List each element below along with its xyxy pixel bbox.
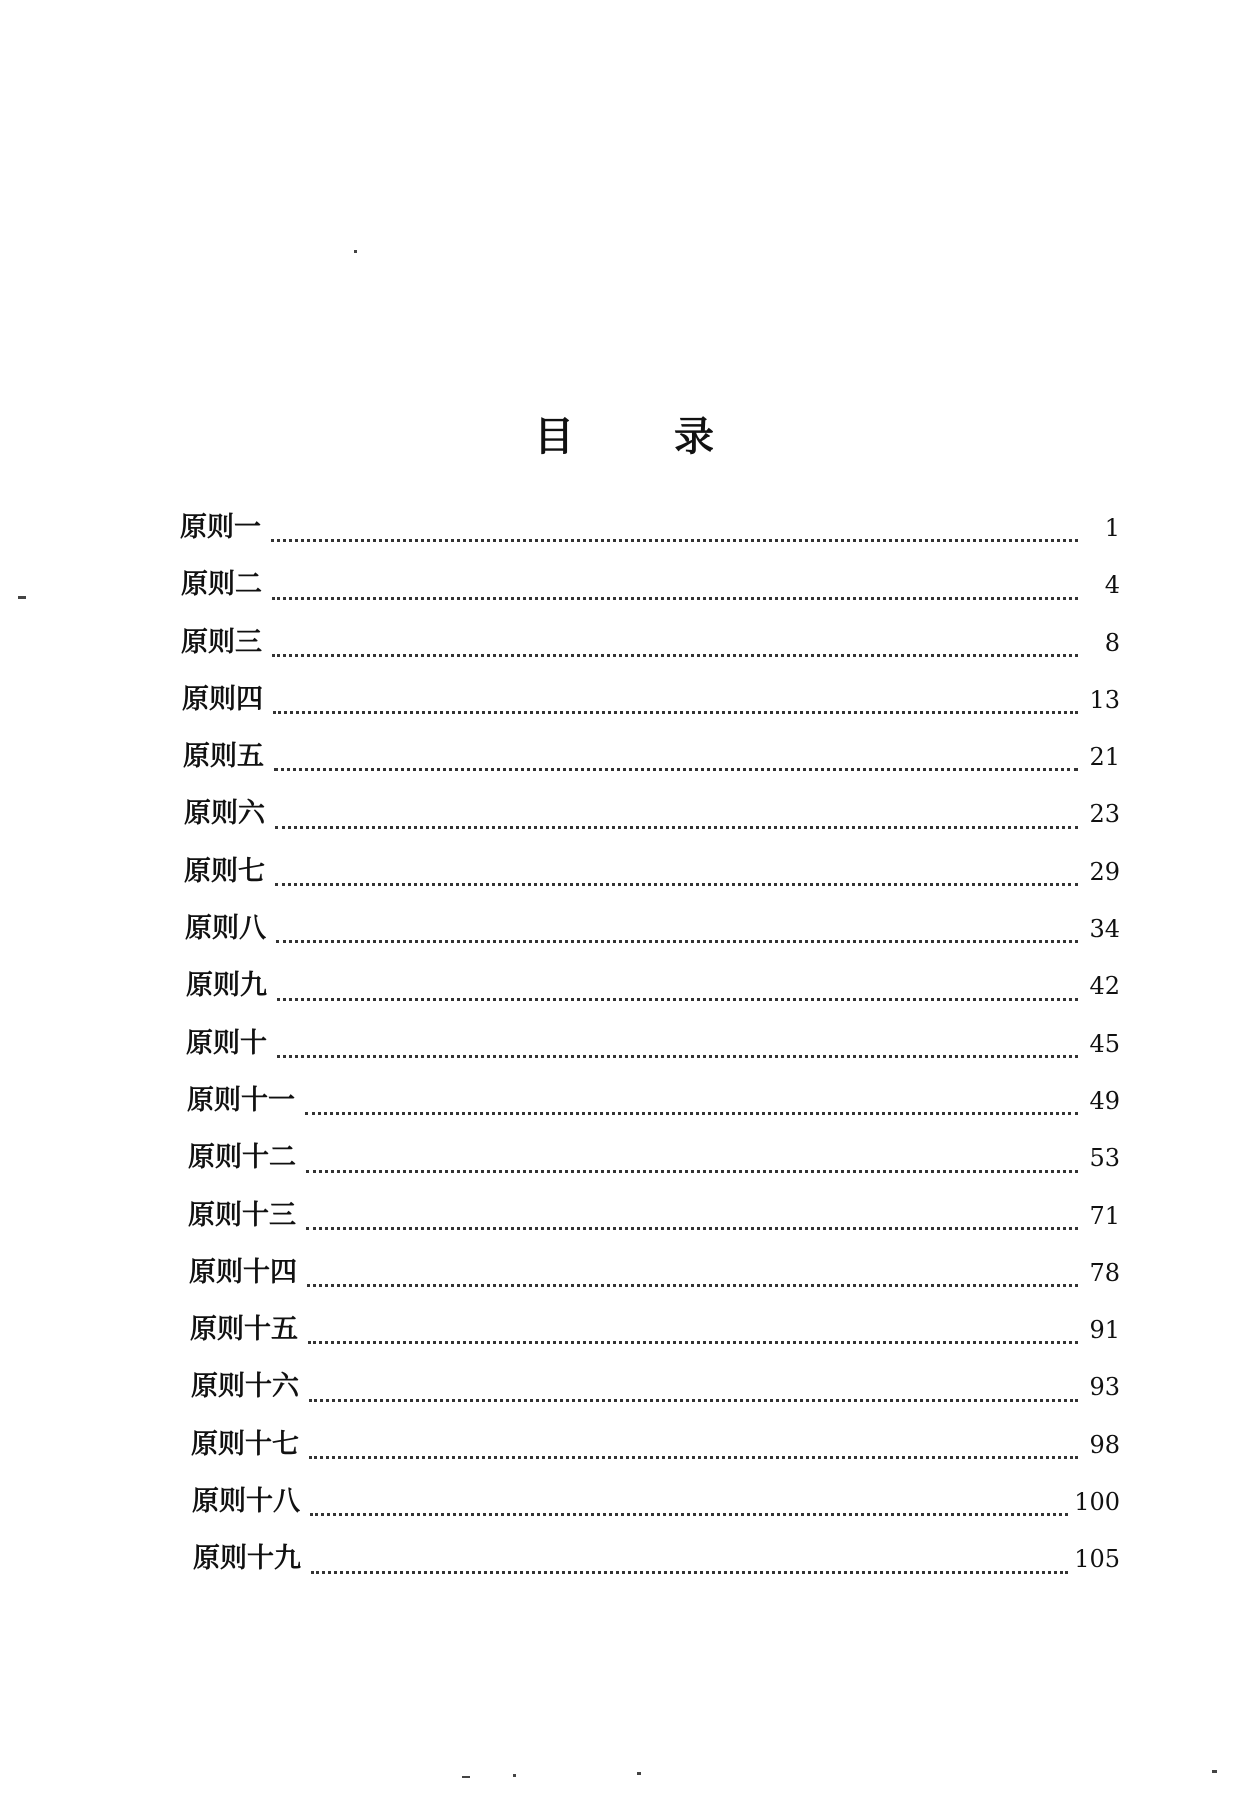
toc-dot-leader: [275, 877, 1078, 886]
toc-entry-page-number: 105: [1074, 1545, 1120, 1574]
toc-dot-leader: [272, 591, 1078, 600]
toc-entry: [180, 963, 1120, 1020]
table-of-contents: [180, 505, 1120, 1594]
toc-entry: [180, 620, 1120, 677]
toc-dot-leader: [309, 1450, 1078, 1459]
toc-entry: [180, 791, 1120, 848]
toc-dot-leader: [277, 992, 1078, 1001]
toc-entry-page-number: 42: [1089, 972, 1120, 1001]
toc-dot-leader: [311, 1565, 1068, 1574]
toc-entry-page-number: 8: [1104, 628, 1120, 657]
toc-entry-page-number: 53: [1089, 1144, 1120, 1173]
toc-entry: [180, 849, 1120, 906]
toc-entry-label: 原则十六: [191, 1371, 299, 1403]
toc-entry-page-number: 13: [1089, 685, 1120, 714]
toc-dot-leader: [273, 705, 1078, 714]
toc-dot-leader: [277, 1049, 1078, 1058]
scan-speck: [1212, 1770, 1217, 1773]
toc-entry-page-number: 98: [1089, 1430, 1120, 1459]
title-char-2: 录: [674, 413, 714, 460]
toc-entry-label: 原则十九: [193, 1543, 301, 1575]
toc-entry-page-number: 78: [1089, 1258, 1120, 1287]
toc-entry-page-number: 93: [1089, 1373, 1120, 1402]
toc-entry-label: 原则三: [181, 626, 262, 658]
toc-dot-leader: [275, 820, 1078, 829]
toc-entry-label: 原则十一: [187, 1084, 295, 1116]
toc-entry-page-number: 45: [1089, 1029, 1120, 1058]
scan-speck: [354, 250, 357, 253]
toc-dot-leader: [307, 1278, 1078, 1287]
toc-dot-leader: [274, 762, 1078, 771]
toc-dot-leader: [271, 533, 1078, 542]
page-title: [0, 405, 1248, 462]
toc-dot-leader: [272, 648, 1078, 657]
title-char-1: 目: [534, 413, 574, 460]
toc-entry: [180, 1536, 1120, 1593]
toc-entry: [180, 906, 1120, 963]
toc-entry: [180, 1135, 1120, 1192]
toc-entry: [180, 1078, 1120, 1135]
toc-entry-label: 原则十三: [188, 1199, 296, 1231]
toc-entry-label: 原则一: [180, 512, 261, 543]
toc-entry-page-number: 91: [1089, 1316, 1120, 1345]
toc-entry-label: 原则七: [184, 855, 265, 887]
toc-entry-label: 原则六: [184, 798, 265, 830]
toc-entry-page-number: 4: [1104, 571, 1120, 600]
toc-entry-label: 原则四: [182, 683, 263, 715]
toc-entry: [180, 734, 1120, 791]
toc-entry: [180, 505, 1120, 562]
toc-entry-page-number: 34: [1089, 915, 1120, 944]
scan-speck: [637, 1772, 641, 1775]
toc-entry-page-number: 21: [1089, 743, 1120, 772]
toc-entry-page-number: 71: [1089, 1201, 1120, 1230]
toc-entry: [180, 1250, 1120, 1307]
toc-dot-leader: [276, 934, 1078, 943]
toc-entry-label: 原则十八: [192, 1486, 300, 1518]
toc-entry-label: 原则二: [181, 569, 262, 601]
toc-entry-page-number: 100: [1074, 1488, 1120, 1517]
toc-dot-leader: [310, 1507, 1068, 1516]
toc-entry-label: 原则十四: [189, 1256, 297, 1288]
toc-entry: [180, 1364, 1120, 1421]
toc-dot-leader: [309, 1393, 1078, 1402]
toc-entry: [180, 562, 1120, 619]
toc-entry-label: 原则九: [186, 970, 267, 1002]
scan-speck: [462, 1776, 470, 1778]
toc-dot-leader: [306, 1221, 1078, 1230]
toc-entry-page-number: 23: [1089, 800, 1120, 829]
toc-entry-page-number: 49: [1089, 1086, 1120, 1115]
toc-entry-page-number: 29: [1089, 857, 1120, 886]
toc-dot-leader: [306, 1164, 1078, 1173]
toc-entry-label: 原则十: [186, 1027, 267, 1059]
toc-entry: [180, 1422, 1120, 1479]
toc-entry-label: 原则十七: [191, 1428, 299, 1460]
scan-speck: [513, 1774, 516, 1777]
scan-speck: [18, 596, 26, 599]
toc-entry: [180, 677, 1120, 734]
toc-entry-label: 原则十二: [188, 1142, 296, 1174]
toc-entry: [180, 1193, 1120, 1250]
toc-dot-leader: [305, 1106, 1078, 1115]
toc-entry-page-number: 1: [1104, 514, 1120, 542]
toc-entry-label: 原则八: [185, 913, 266, 945]
toc-entry: [180, 1307, 1120, 1364]
toc-entry: [180, 1021, 1120, 1078]
toc-dot-leader: [308, 1335, 1078, 1344]
toc-entry: [180, 1479, 1120, 1536]
toc-entry-label: 原则五: [183, 741, 264, 773]
toc-entry-label: 原则十五: [190, 1314, 298, 1346]
